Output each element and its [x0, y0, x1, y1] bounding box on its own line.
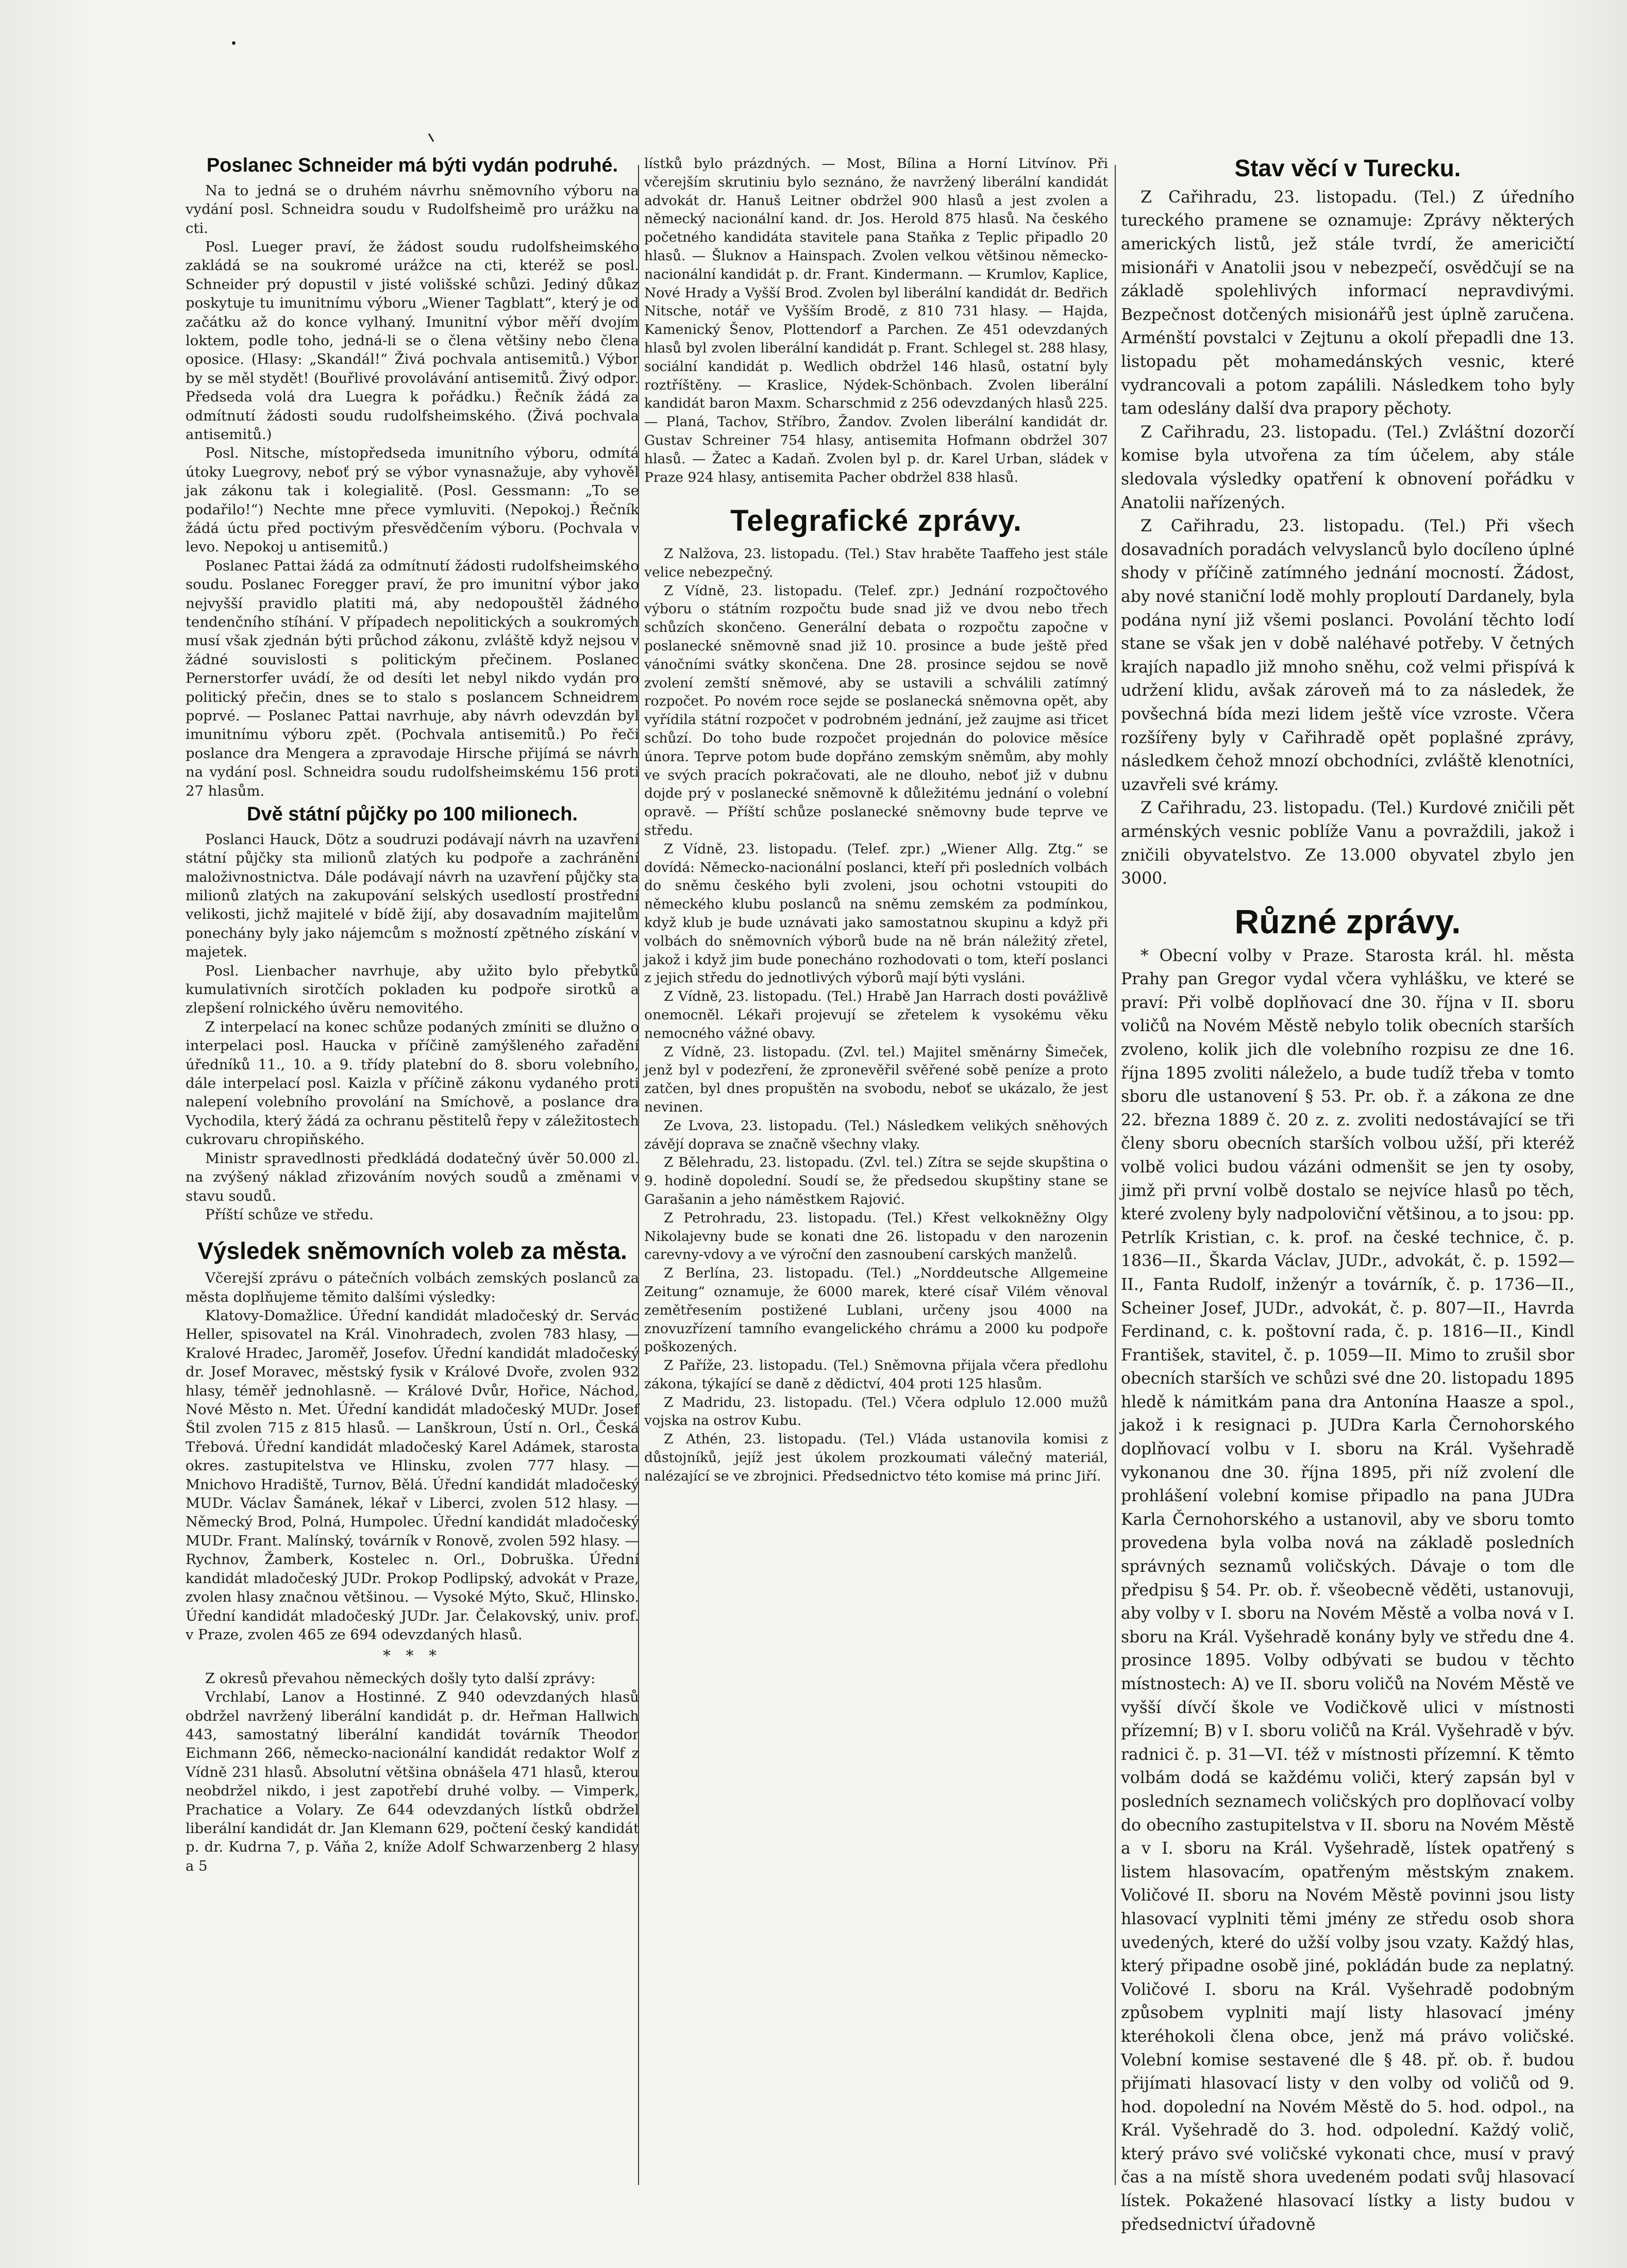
paragraph: Z okresů převahou německých došly tyto další zprávy:	[205, 1670, 596, 1687]
column-right	[1121, 155, 1574, 2237]
column-left	[186, 155, 639, 1875]
paragraph: Na to jedná se o druhém návrhu sněmovního výboru na vydání posl. Schneidra soudu v Rudolfsheimě pro urážku na cti.	[186, 182, 639, 237]
paragraph: Vrchlabí, Lanov a Hostinné. Z 940 odevzdaných hlasů obdržel navržený liberální kandidát p. dr. Heřman Hallwich 443, samostatný liberální kandidát továrník Theodor Eichmann 266, německo-nacionální kandidát redaktor Wolf z Vídně 231 hlasů. Absolutní většina obnášela 471 hlasů, kterou neobdržel nikdo, i jest zapotřebí druhé volby. — Vimperk, Prachatice a Volary. Ze 644 odevzdaných lístků obdržel liberální kandidát dr. Jan Klemann 629, počtení český kandidát p. dr. Kudrna 7, p. Váňa 2, kníže Adolf Schwarzenberg 2 hlasy a 5	[186, 1689, 639, 1874]
headline-election-results: Výsledek sněmovních voleb za města.	[197, 1237, 627, 1265]
column-middle	[644, 155, 1108, 1486]
paragraph: Z Petrohradu, 23. listopadu. (Tel.) Křest velkokněžny Olgy Nikolajevny bude se konati dne 26. listopadu v den narozenin carevny-vdovy a ve výroční den zasnoubení carských manželů.	[644, 1209, 1108, 1263]
paragraph: Z Cařihradu, 23. listopadu. (Tel.) Z úředního tureckého pramene se oznamuje: Zprávy některých amerických listů, jež stále tvrdí, že americičtí misionáři v Anatolii jsou v nebezpečí, osvědčují se na základě spolehlivých informací nepravdivými. Bezpečnost dotčených misionářů jest úplně zaručena. Arménští povstalci v Zejtunu a okolí přepadli dne 13. listopadu pět mohamedánských vesnic, které vydrancovali a potom zapálili. Následkem toho byly tam odeslány další dva prapory pěchoty.	[1121, 188, 1574, 418]
paragraph: Z Vídně, 23. listopadu. (Telef. zpr.) „Wiener Allg. Ztg.“ se dovídá: Německo-nacionální poslanci, kteří při posledních volbách do sněmu českého byli zvoleni, jsou ochotni vstoupiti do německého klubu poslanců na sněmu zemském za podmínkou, když klub je bude uznávati jako samostatnou skupinu a když při volbách do sněmovních výborů bude na ně brán náležitý zřetel, jakož i když jim bude ponecháno rozhodovati o tom, kteří poslanci z jejich středu do jednotlivých výborů mají býti vysláni.	[644, 841, 1108, 986]
ink-dot	[232, 41, 236, 45]
paragraph: Z Nalžova, 23. listopadu. (Tel.) Stav hraběte Taaffeho jest stále velice nebezpečný.	[644, 546, 1108, 580]
paragraph: Včerejší zprávu o pátečních volbách zemských poslanců za města doplňujeme těmito dalšími výsledky:	[186, 1270, 639, 1305]
paragraph: Poslanci Hauck, Dötz a soudruzi podávají návrh na uzavření státní půjčky sta milionů zlatých ku podpoře a zachránění maloživnostnictva. Dále podávají návrh na uzavření půjčky sta milionů zlatých na zakupování selských usedlostí prostřední velikosti, jichž majitelé v bídě žijí, aby dosavadním majitelům ponechány byly jako nájemcům s možností zpětného získání v majetek.	[186, 831, 639, 961]
paragraph: Posl. Nitsche, místopředseda imunitního výboru, odmítá útoky Luegrovy, neboť prý se výbor vynasnažuje, aby vyhověl jak zákonu tak i kolegialitě. (Posl. Gessmann: „To se podařilo!“) Nechte mne přece vymluviti. (Nepokoj.) Řečník žádá úctu před poctivým přesvědčením výboru. (Pochvala v levo. Nepokoj u antisemitů.)	[186, 445, 639, 556]
paragraph: Posl. Lienbacher navrhuje, aby užito bylo přebytků kumulativních sirotčích pokladen ku podpoře sirotků a zlepšení rolnického úvěru nemovitého.	[186, 962, 639, 1017]
paragraph: * Obecní volby v Praze. Starosta král. hl. města Prahy pan Gregor vydal včera vyhlášku, ve které se praví: Při volbě doplňovací dne 30. října v II. sboru voličů na Novém Městě nebylo tolik obecních starších zvoleno, kolik jich dle volebního rozpisu ze dne 16. října 1895 zvoliti náleželo, a bude tudíž třeba v tomto sboru dle ustanovení § 53. Pr. ob. ř. a zákona ze dne 22. března 1889 č. 20 z. z. zvoliti nedostávající se tři členy sboru obecních starších volbou užší, při kteréž volbě volici budou vázáni odmenšit se jen ty osoby, jimž při první volbě dostalo se nejvíce hlasů po těch, které zvoleny byly nadpoloviční většinou, a to jsou: pp. Petrlík Kristian, c. k. prof. na české technice, č. p. 1836—II., Škarda Václav, JUDr., advokát, č. p. 1592—II., Fanta Rudolf, inženýr a továrník, č. p. 1736—II., Scheiner Josef, JUDr., advokát, č. p. 807—II., Havrda Ferdinand, c. k. poštovní rada, č. p. 1816—II., Kindl František, stavitel, č. p. 1059—II. Mimo to zrušil sbor obecních starších ve schůzi své dne 20. listopadu 1895 hledě k námitkám pana dra Antonína Haasze a spol., jakož i k resignaci p. JUDra Karla Černohorského doplňovací volbu v I. sboru na Král. Vyšehradě vykonanou dne 30. října 1895, při níž zvolení dle prohlášení volební komise připadlo na pana JUDra Karla Černohorského a ustanovil, aby ve sboru tomto provedena byla volba nová na základě posledních správných seznamů voličských. Dávaje o tom dle předpisu § 54. Pr. ob. ř. všeobecně věděti, ustanovuji, aby volby v I. sboru na Novém Městě a volba nová v I. sboru na Král. Vyšehradě konány byly ve středu dne 4. prosince 1895. Volby odbývati se budou v těchto místnostech: A) ve II. sboru voličů na Novém Městě ve vyšší dívčí škole ve Vodičkově ulici v místnosti přízemní; B) v I. sboru voličů na Král. Vyšehradě v býv. radnici č. p. 31—VI. též v místnosti přízemní. K těmto volbám dodá se každému voliči, který zapsán byl v posledních seznamech voličských pro doplňovací volby do obecního zastupitelstva v II. sboru na Novém Městě a v I. sboru na Král. Vyšehradě, lístek opatřený s listem hlasovacím, opatřeným městským znakem. Voličové II. sboru na Novém Městě povinni jsou listy hlasovací vyplniti těmi jmény ze středu osob shora uvedených, které do užší volby jsou vzaty. Každý hlas, který připadne osobě jiné, pokládán bude za neplatný. Voličové I. sboru na Král. Vyšehradě podobným způsobem vyplniti mají listy hlasovací jmény kteréhokoli člena obce, jenž má právo voličské. Volební komise sestavené dle § 48. př. ob. ř. budou přijímati hlasovací listy v den volby od voličů od 9. hod. dopolední na Novém Městě do 5. hod. odpol., na Král. Vyšehradě do 3. hod. odpolední. Každý volič, který právo své voličské vykonati chce, musí v pravý čas a na místě shora uvedeném podati svůj hlasovací lístek. Pokažené hlasovací lístky a listy budou v předsednictví úřadovně	[1121, 946, 1574, 2234]
paragraph: Klatovy-Domažlice. Úřední kandidát mladočeský dr. Servác Heller, spisovatel na Král. Vinohradech, zvolen 783 hlasy, — Kralové Hradec, Jaroměř, Josefov. Úřední kandidát mladočeský dr. Josef Moravec, městský fysik v Králové Dvoře, zvolen 932 hlasy, téměř jednohlasně. — Králové Dvůr, Hořice, Náchod, Nové Město n. Met. Úřední kandidát mladočeský MUDr. Josef Štil zvolen 715 z 815 hlasů. — Lanškroun, Ústí n. Orl., Česká Třebová. Úřední kandidát mladočeský Karel Adámek, starosta okres. zastupitelstva ve Hlinsku, zvolen 777 hlasy. — Mnichovo Hradiště, Turnov, Bělá. Úřední kandidát mladočeský MUDr. Václav Šamánek, lékař v Liberci, zvolen 512 hlasy. — Německý Brod, Polná, Humpolec. Úřední kandidát mladočeský MUDr. Frant. Malínský, továrník v Ronově, zvolen 592 hlasy. — Rychnov, Žamberk, Kostelec n. Orl., Dobruška. Úřední kandidát mladočeský JUDr. Prokop Podlipský, advokát v Praze, zvolen hlasy značnou většinou. — Vysoké Mýto, Skuč, Hlinsko. Úřední kandidát mladočeský JUDr. Jar. Čelakovský, univ. prof. v Praze, zvolen 465 ze 694 odevzdaných hlasů.	[186, 1307, 639, 1643]
ink-mark	[428, 133, 434, 142]
column-rule-right	[1115, 165, 1116, 2185]
paragraph: Z Cařihradu, 23. listopadu. (Tel.) Zvláštní dozorčí komise byla utvořena za tím účelem, aby stále sledovala výsledky opatření k obnovení pořádku v Anatolii nařízených.	[1121, 423, 1574, 512]
paragraph: lístků bylo prázdných. — Most, Bílina a Horní Litvínov. Při včerejším skrutiniu bylo seznáno, že navržený liberální kandidát advokát dr. Hanuš Leitner obdržel 900 hlasů a jest zvolen a německý nacionální kand. dr. Jos. Herold 875 hlasů. Na českého početného kandidáta stavitele pana Staňka z Teplic připadlo 20 hlasů. — Šluknov a Hainspach. Zvolen velkou většinou německo-nacionální kandidát p. dr. Frant. Kindermann. — Krumlov, Kaplice, Nové Hrady a Vyšší Brod. Zvolen byl liberální kandidát dr. Bedřich Nitsche, notář ve Vyšším Brodě, z 810 731 hlasy. — Hajda, Kamenický Šenov, Plottendorf a Parchen. Ze 451 odevzdaných hlasů byl zvolen liberální kandidát p. Frant. Schlegel st. 288 hlasy, sociální kandidát p. Wedlich obdržel 146 hlasů, ostatní byly roztříštěny. — Kraslice, Nýdek-Schönbach. Zvolen liberální kandidát baron Maxm. Scharschmid z 256 odevzdaných hlasů 225. — Planá, Tachov, Stříbro, Žandov. Zvolen liberální kandidát dr. Gustav Schreiner 754 hlasy, antisemita Hofmann obdržel 307 hlasů. — Žatec a Kadaň. Zvolen byl p. dr. Karel Urban, sládek v Praze 924 hlasy, antisemita Pacher obdržel 838 hlasů.	[644, 156, 1108, 485]
headline-telegraphic-news: Telegrafické zprávy.	[730, 504, 1022, 538]
headline-turkey: Stav věcí v Turecku.	[1234, 155, 1461, 181]
paragraph: Z Vídně, 23. listopadu. (Telef. zpr.) Jednání rozpočtového výboru o státním rozpočtu bude snad již ve dvou nebo třech schůzích skončeno. Generální debata o rozpočtu započne v poslanecké sněmovně snad již 10. prosince a bude ještě před vánočními svátky skončena. Dne 28. prosince sejdou se nově zvolení zemští sněmové, aby se ustavili a schválili zatímný rozpočet. Po novém roce sejde se poslanecká sněmovna opět, aby vyřídila státní rozpočet v podrobném jednání, jež zaujme asi třicet schůzí. Do toho bude rozpočet projednán do polovice měsíce února. Teprve potom bude dopřáno zemským sněmům, aby mohly ve svých pracích pokračovati, ale ne dlouho, neboť již v dubnu dojde prý v poslanecké sněmovně k důležitému jednání o volební opravě. — Příští schůze poslanecké sněmovny bude teprve ve středu.	[644, 582, 1108, 838]
paragraph: Posl. Lueger praví, že žádost soudu rudolfsheimského zakládá se na soukromé urážce na cti, kteréž se posl. Schneider prý dopustil v jisté volišské schůzi. Jediný důkaz poskytuje tu imunitnímu výboru „Wiener Tagblatt“, který je od začátku až do konce vylhaný. Imunitní výbor měří dvojím loktem, podle toho, jedná-li se o člena většiny nebo člena oposice. (Hlasy: „Skandál!“ Živá pochvala antisemitů.) Výbor by se měl stydět! (Bouřlivé provolávání antisemitů. Živý odpor. Předseda volá dra Luegra k pořádku.) Řečník žádá za odmítnutí žádosti soudu rudolfsheimského. (Živá pochvala antisemitů.)	[186, 238, 639, 443]
paragraph: Z interpelací na konec schůze podaných zmíniti se dlužno o interpelaci posl. Haucka v příčině zamýšleného zařadění úředníků 11., 10. a 9. třídy platební do 8. sboru volebního, dále interpelací posl. Kaizla v příčině zákonu vydaného proti nalepení volebního provolání na Smíchově, a poslance dra Vychodila, který žádá za ochranu pěstitelů řepy v záležitostech cukrovaru chropiňského.	[186, 1018, 639, 1148]
paragraph: Z Vídně, 23. listopadu. (Zvl. tel.) Majitel směnárny Šimeček, jenž byl v podezření, že zpronevěřil svěřené sobě peníze a proto zatčen, byl dnes propuštěn na svobodu, neboť se ukázalo, že jest nevinen.	[644, 1044, 1108, 1115]
headline-schneider: Poslanec Schneider má býti vydán podruhé.	[206, 155, 618, 176]
paragraph: Z Vídně, 23. listopadu. (Tel.) Hrabě Jan Harrach dosti povážlivě onemocněl. Lékaři projevují se zřetelem k vysokému věku nemocného vážné obavy.	[644, 988, 1108, 1041]
paragraph: Z Madridu, 23. listopadu. (Tel.) Včera odplulo 12.000 mužů vojska na ostrov Kubu.	[644, 1394, 1108, 1429]
paragraph: Z Athén, 23. listopadu. (Tel.) Vláda ustanovila komisi z důstojníků, jejíž jest úkolem prozkoumati válečný materiál, nalézající se ve zbrojnici. Předsednictvo této komise má princ Jiří.	[644, 1431, 1108, 1484]
paragraph: Ministr spravedlnosti předkládá dodatečný úvěr 50.000 zl. na zvýšený náklad zřizováním nových soudů a změnami v stavu soudů.	[186, 1150, 639, 1204]
headline-state-loans: Dvě státní půjčky po 100 milionech.	[247, 803, 578, 826]
paragraph: Z Berlína, 23. listopadu. (Tel.) „Norddeutsche Allgemeine Zeitung“ oznamuje, že 6000 marek, které císař Vilém věnoval zemětřesením postižené Lublani, určeny jsou 4000 na znovuzřízení tamního evangelického chrámu a 2000 ku podpoře poškozených.	[644, 1265, 1108, 1355]
paragraph: Z Cařihradu, 23. listopadu. (Tel.) Při všech dosavadních poradách velvyslanců bylo docíleno úplné shody v příčině zatímného jednání mocností. Žádost, aby nové staniční lodě mohly proploutí Dardanely, byla podána nyní již všemi poslanci. Povolání těchto lodí stane se však jen v době naléhavé potřeby. V četných krajích napadlo již mnoho sněhu, což velmi přispívá k udržení klidu, avšak zároveň má to za následek, že povšechná bída mezi lidem ještě více vzroste. Včera rozšířeny byly v Cařihradě opět poplašné zprávy, následkem čehož mnozí obchodníci, zvláště klenotníci, uzavřeli své krámy.	[1121, 517, 1574, 794]
section-divider: * * *	[382, 1647, 442, 1666]
paragraph: Ze Lvova, 23. listopadu. (Tel.) Následkem velikých sněhových závějí doprava se značně všechny vlaky.	[644, 1117, 1108, 1152]
paragraph: Z Cařihradu, 23. listopadu. (Tel.) Kurdové zničili pět arménských vesnic poblíže Vanu a povraždili, jakož i zničili obyvatelstvo. Ze 13.000 obyvatel zbylo jen 3000.	[1121, 799, 1574, 888]
headline-various-news: Různé zprávy.	[1234, 902, 1461, 940]
paragraph: Poslanec Pattai žádá za odmítnutí žádosti rudolfsheimského soudu. Poslanec Foregger praví, že pro imunitní výbor jako nejvyšší pravidlo platiti má, aby nedopouštěl žádného tendenčního stíhání. V případech nepolitických a soukromých musí však zjednán býti průchod zákonu, zvláště když nejsou v žádné souvislosti s politickým přečinem. Poslanec Pernerstorfer uvádí, že od desíti let nebyl nikdo vydán pro politický přečin, dnes se to stalo s poslancem Schneidrem poprvé. — Poslanec Pattai navrhuje, aby návrh odevzdán byl imunitnímu výboru zpět. (Pochvala antisemitů.) Po řeči poslance dra Mengera a zpravodaje Hirsche přijímá se návrh na vydání posl. Schneidra soudu rudolfsheimskému 156 proti 27 hlasům.	[186, 557, 639, 799]
paragraph: Příští schůze ve středu.	[205, 1206, 374, 1223]
paragraph: Z Paříže, 23. listopadu. (Tel.) Sněmovna přijala včera předlohu zákona, týkající se daně z dědictví, 404 proti 125 hlasům.	[644, 1357, 1108, 1392]
paragraph: Z Bělehradu, 23. listopadu. (Zvl. tel.) Zítra se sejde skupština o 9. hodině dopolední. Soudí se, že předsedou skupštiny stane se Garašanin a jeho náměstkem Rajović.	[644, 1154, 1108, 1207]
